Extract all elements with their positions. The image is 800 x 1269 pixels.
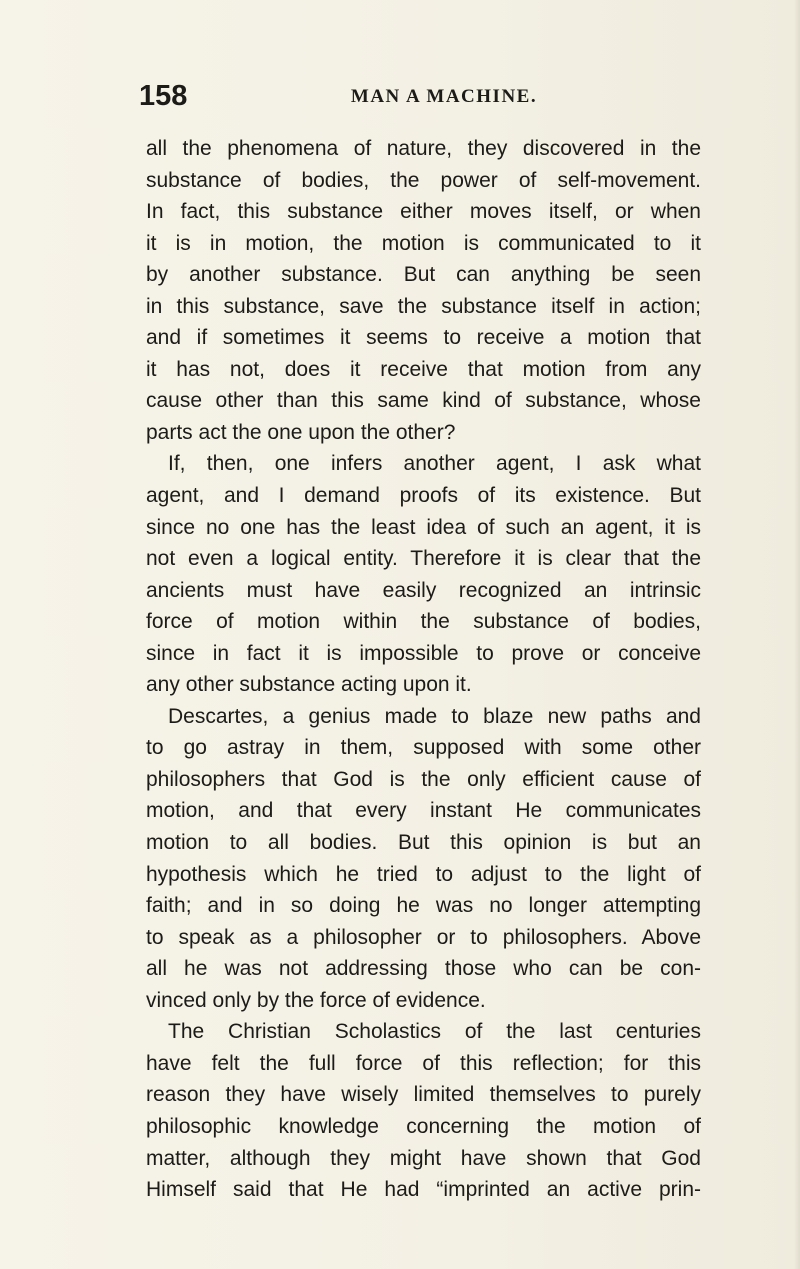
text-line: to speak as a philosopher or to philosophers. Above xyxy=(146,925,701,949)
page-number: 158 xyxy=(139,80,188,112)
text-line: all the phenomena of nature, they discovered in the xyxy=(146,137,701,160)
text-line: reason they have wisely limited themselves to purely xyxy=(146,1083,701,1107)
text-line: and if sometimes it seems to receive a motion that xyxy=(146,326,701,350)
text-line: motion to all bodies. But this opinion is but an xyxy=(146,831,701,855)
text-line: not even a logical entity. Therefore it is clear that the xyxy=(146,547,701,571)
text-line: all he was not addressing those who can be con- xyxy=(146,957,701,981)
text-line: force of motion within the substance of bodies, xyxy=(146,610,701,634)
text-line: vinced only by the force of evidence. xyxy=(146,988,486,1012)
text-line: by another substance. But can anything be seen xyxy=(146,263,701,287)
text-line: philosophic knowledge concerning the motion of xyxy=(146,1114,701,1138)
text-line: it has not, does it receive that motion from any xyxy=(146,357,701,381)
text-line: since in fact it is impossible to prove or conceive xyxy=(146,641,701,665)
text-line: hypothesis which he tried to adjust to the light of xyxy=(146,862,701,886)
body-text xyxy=(146,133,701,1206)
text-line: any other substance acting upon it. xyxy=(146,673,472,697)
text-line: philosophers that God is the only efficient cause of xyxy=(146,767,701,791)
text-line: ancients must have easily recognized an intrinsic xyxy=(146,578,701,602)
text-line: cause other than this same kind of substance, whose xyxy=(146,389,701,413)
text-line: parts act the one upon the other? xyxy=(146,420,456,444)
text-line: The Christian Scholastics of the last centuries xyxy=(168,1020,701,1044)
running-head: MAN A MACHINE. xyxy=(350,86,538,107)
text-line: to go astray in them, supposed with some other xyxy=(146,736,701,760)
text-line: it is in motion, the motion is communicated to it xyxy=(146,231,701,255)
page-header xyxy=(139,76,699,116)
text-line: in this substance, save the substance itself in action; xyxy=(146,294,701,318)
text-line: agent, and I demand proofs of its existence. But xyxy=(146,484,701,508)
text-line: have felt the full force of this reflection; for this xyxy=(146,1051,701,1075)
text-line: substance of bodies, the power of self-movement. xyxy=(146,168,701,192)
text-line: In fact, this substance either moves itself, or when xyxy=(146,200,701,224)
text-line: since no one has the least idea of such an agent, it is xyxy=(146,515,701,539)
text-line: Descartes, a genius made to blaze new paths and xyxy=(168,704,701,728)
text-line: faith; and in so doing he was no longer attempting xyxy=(146,894,701,918)
text-line: matter, although they might have shown that God xyxy=(146,1146,701,1170)
text-line: If, then, one infers another agent, I ask what xyxy=(168,452,701,476)
page-edge-shadow xyxy=(794,0,800,1269)
text-line: Himself said that He had “imprinted an active prin- xyxy=(146,1178,701,1202)
text-line: motion, and that every instant He communicates xyxy=(146,799,701,823)
